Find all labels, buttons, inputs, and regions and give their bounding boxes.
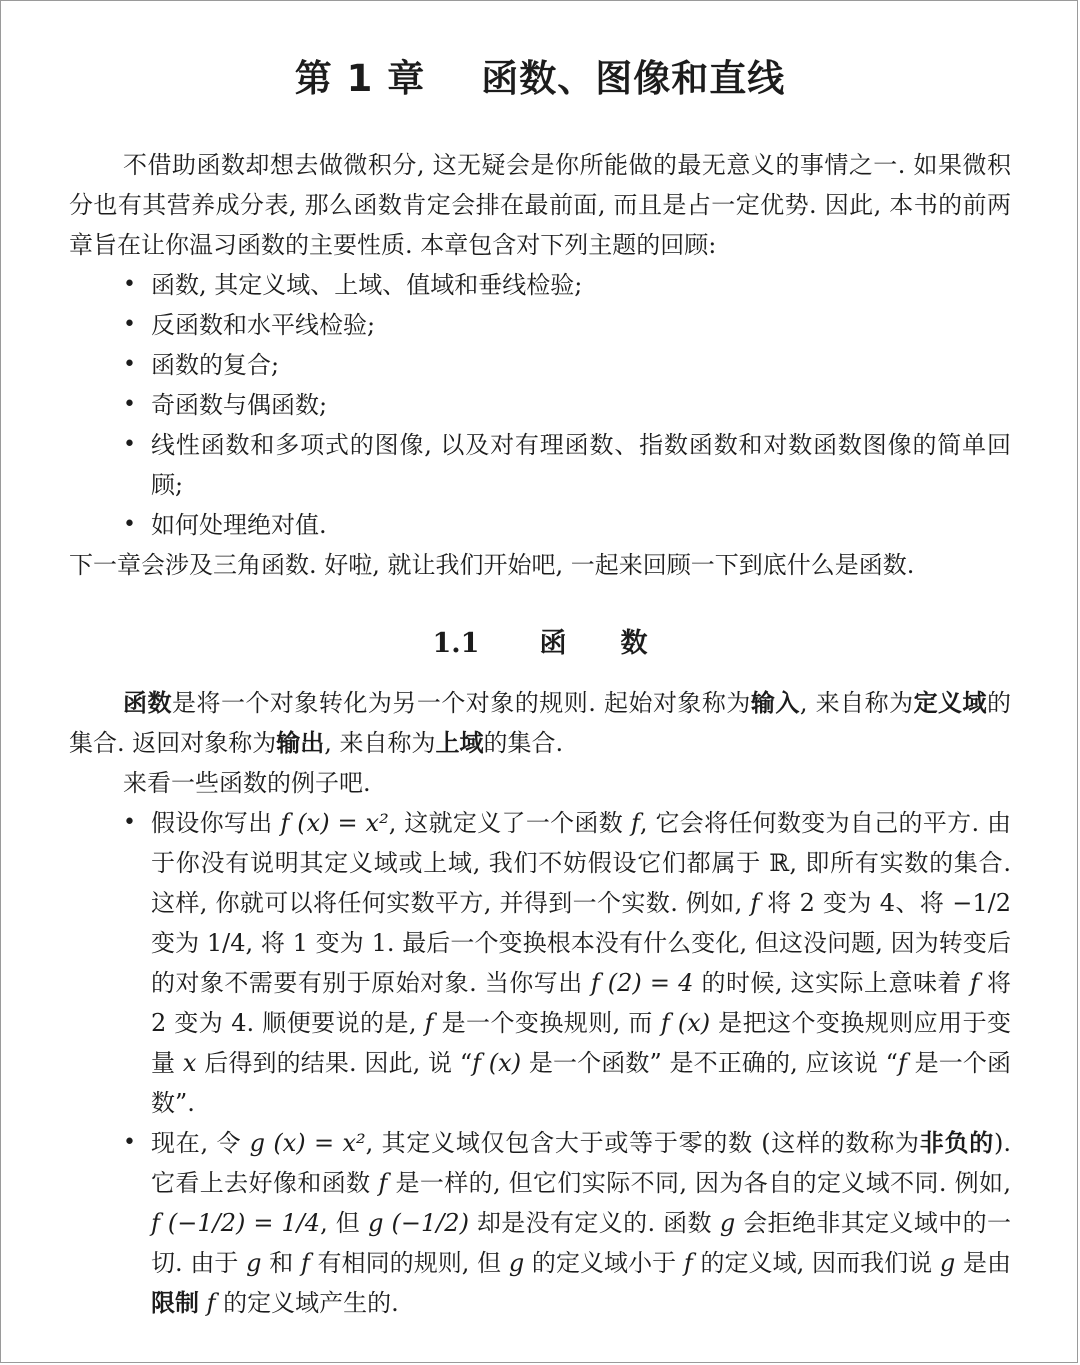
section-title-char: 数: [620, 628, 648, 659]
examples-intro: 来看一些函数的例子吧.: [123, 769, 371, 797]
section-title: [69, 623, 1011, 665]
bullet-icon: •: [123, 352, 136, 377]
list-item: [69, 305, 1011, 345]
list-item-text: 线性函数和多项式的图像, 以及对有理函数、指数函数和对数函数图像的简单回顾;: [151, 431, 1011, 499]
example-item: • 现在, 令 g (x) = x², 其定义域仅包含大于或等于零的数 (这样的数称为非负的). 它看上去好像和函数 f 是一样的, 但它们实际不同, 因为各自的定义域不同. 例如, f (−1/2) = 1/4, 但 g (−1/2) 却是没有定义的. 函数 g 会拒绝非其定义域中的一切. 由于 g 和 f 有相同的规则, 但 g 的定义域小于 f 的定义域, 因而我们说 g 是由限制 f 的定义域产生的.: [69, 1123, 1011, 1323]
list-item: [69, 265, 1011, 305]
chapter-label: 第 1 章: [294, 57, 426, 100]
bullet-icon: •: [123, 312, 136, 337]
bullet-icon: •: [123, 512, 136, 537]
chapter-name: 函数、图像和直线: [481, 57, 786, 100]
list-item: [69, 385, 1011, 425]
topic-list: [69, 265, 1011, 545]
intro-closing: 下一章会涉及三角函数. 好啦, 就让我们开始吧, 一起来回顾一下到底什么是函数.: [69, 551, 915, 579]
chapter-title: [69, 51, 1011, 107]
bullet-icon: •: [123, 432, 136, 457]
list-item-text: 奇函数与偶函数;: [151, 391, 328, 419]
bullet-icon: •: [123, 272, 136, 297]
page-content: [69, 51, 1011, 1323]
bullet-icon: •: [123, 810, 136, 835]
bullet-icon: •: [123, 1130, 136, 1155]
list-item-text: 如何处理绝对值.: [151, 511, 327, 539]
section-title-char: 函: [539, 628, 567, 659]
intro-paragraph: 不借助函数却想去做微积分, 这无疑会是你所能做的最无意义的事情之一. 如果微积分也有其营养成分表, 那么函数肯定会排在最前面, 而且是占一定优势. 因此, 本书的前两章旨在让你温习函数的主要性质. 本章包含对下列主题的回顾:: [69, 151, 1011, 259]
list-item-text: 反函数和水平线检验;: [151, 311, 376, 339]
definition-paragraph: 函数是将一个对象转化为另一个对象的规则. 起始对象称为输入, 来自称为定义域的集合. 返回对象称为输出, 来自称为上域的集合.: [69, 688, 1012, 757]
section-number: 1.1: [432, 628, 480, 659]
list-item-text: 函数的复合;: [151, 351, 280, 379]
list-item-text: 函数, 其定义域、上域、值域和垂线检验;: [151, 271, 583, 299]
list-item: [69, 425, 1011, 505]
list-item: [69, 345, 1011, 385]
bullet-icon: •: [123, 392, 136, 417]
example-list: [69, 803, 1011, 1323]
example-item: • 假设你写出 f (x) = x², 这就定义了一个函数 f, 它会将任何数变为自己的平方. 由于你没有说明其定义域或上域, 我们不妨假设它们都属于 ℝ, 即所有实数的集合. 这样, 你就可以将任何实数平方, 并得到一个实数. 例如, f 将 2 变为 4、将 −1/2 变为 1/4, 将 1 变为 1. 最后一个变换根本没有什么变化, 但这没问题, 因为转变后的对象不需要有别于原始对象. 当你写出 f (2) = 4 的时候, 这实际上意味着 f 将 2 变为 4. 顺便要说的是, f 是一个变换规则, 而 f (x) 是把这个变换规则应用于变量 x 后得到的结果. 因此, 说 “f (x) 是一个函数” 是不正确的, 应该说 “f 是一个函数”.: [69, 803, 1011, 1123]
list-item: [69, 505, 1011, 545]
